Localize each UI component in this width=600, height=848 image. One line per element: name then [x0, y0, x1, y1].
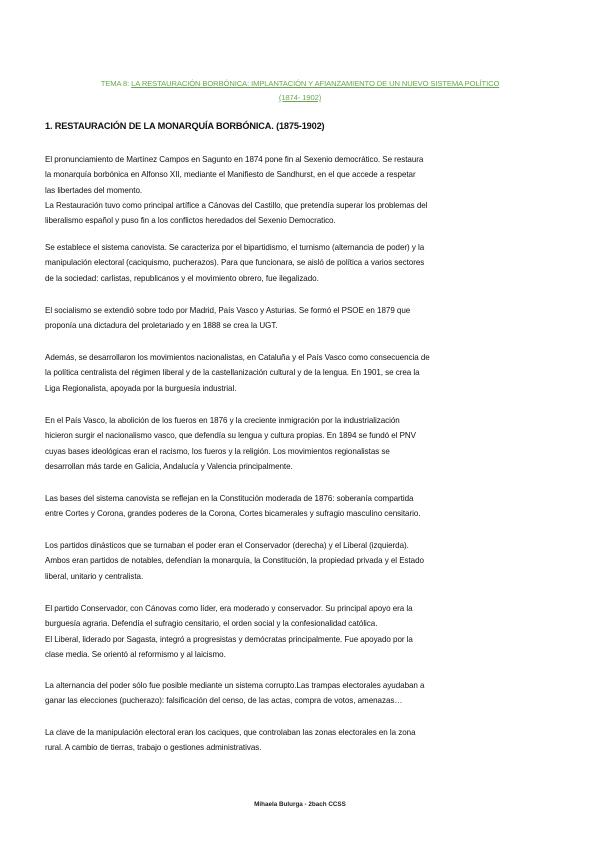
- title-prefix: TEMA 8:: [100, 79, 130, 88]
- paragraph-line: clase media. Se orientó al reformismo y al laicismo.: [45, 649, 226, 659]
- paragraph-line: El pronunciamiento de Martínez Campos en Sagunto en 1874 pone fin al Sexenio democrático. Se restaura: [45, 155, 424, 164]
- paragraph-line: En el País Vasco, la abolición de los fueros en 1876 y la creciente inmigración por la industrialización: [45, 416, 400, 425]
- paragraph-line: ganar las elecciones (pucherazo): falsificación del censo, de las actas, compra de votos, amenazas…: [45, 696, 403, 706]
- paragraph: [45, 413, 554, 474]
- paragraph-line: La Restauración tuvo como principal artífice a Cánovas del Castillo, que pretendía superar los problemas del: [45, 200, 428, 210]
- paragraph-line: Liga Regionalista, apoyada por la burguesía industrial.: [45, 383, 237, 393]
- paragraph-line: La alternancia del poder sólo fue posible mediante un sistema corrupto.Las trampas electorales ayudaban a: [45, 681, 425, 690]
- paragraph-line: la monarquía borbónica en Alfonso XII, mediante el Manifiesto de Sandhurst, en el que accede a respetar: [45, 170, 416, 180]
- paragraph: [45, 601, 554, 662]
- paragraph: [45, 350, 554, 396]
- paragraph-line: desarrollan más tarde en Galicia, Andalucía y Valencia principalmente.: [45, 461, 293, 471]
- title-link[interactable]: LA RESTAURACIÓN BORBÓNICA: IMPLANTACIÓN Y AFIANZAMIENTO DE UN NUEVO SISTEMA POLÍTICO: [131, 79, 500, 88]
- paragraph-line: hicieron surgir el nacionalismo vasco, que defendía su lengua y cultura propias. En 1894 se fundó el PNV: [45, 431, 416, 441]
- paragraph-line: Además, se desarrollaron los movimientos nacionalistas, en Cataluña y el País Vasco como consecuencia de: [45, 353, 430, 362]
- paragraph-line: burguesía agraria. Defendía el sufragio censitario, el orden social y la confesionalidad católica.: [45, 619, 378, 629]
- paragraph-line: Las bases del sistema canovista se reflejan en la Constitución moderada de 1876: soberanía compartida: [45, 494, 414, 503]
- paragraph: [45, 538, 554, 584]
- title-line-2: [40, 91, 560, 105]
- paragraph-line: El partido Conservador, con Cánovas como líder, era moderado y conservador. Su principal apoyo era la: [45, 604, 413, 613]
- paragraph-line: Ambos eran partidos de notables, defendían la monarquía, la Constitución, la propiedad privada y el Estado: [45, 556, 424, 566]
- paragraph-line: El Liberal, liderado por Sagasta, integró a progresistas y demócratas principalmente. Fue apoyado por la: [45, 634, 413, 644]
- paragraph-line: proponía una dictadura del proletariado y en 1888 se crea la UGT.: [45, 321, 278, 331]
- paragraph-line: liberal, unitario y centralista.: [45, 571, 144, 581]
- paragraph: [45, 303, 554, 334]
- paragraph: [45, 678, 554, 709]
- paragraph-line: las libertades del momento.: [45, 185, 143, 195]
- paragraph-line: El socialismo se extendió sobre todo por Madrid, País Vasco y Asturias. Se formó el PSOE en 1879 que: [45, 306, 411, 315]
- paragraph-line: cuyas bases ideológicas eran el racismo, los fueros y la religión. Los movimientos regionalistas se: [45, 446, 390, 456]
- paragraph-line: Se establece el sistema canovista. Se caracteriza por el bipartidismo, el turnismo (alternancia de poder) y la: [45, 243, 425, 252]
- paragraph-line: manipulación electoral (caciquismo, pucherazos). Para que funcionara, se aisló de política a varios sectores: [45, 258, 425, 268]
- section-heading: 1. RESTAURACIÓN DE LA MONARQUÍA BORBÓNICA. (1875-1902): [45, 121, 325, 131]
- title-link-dates[interactable]: (1874- 1902): [278, 93, 322, 102]
- paragraph: [45, 725, 554, 756]
- paragraph: [45, 491, 554, 522]
- paragraph-line: de la sociedad: carlistas, republicanos y el movimiento obrero, fue ilegalizado.: [45, 273, 319, 283]
- paragraph: [45, 240, 554, 286]
- paragraph-line: La clave de la manipulación electoral eran los caciques, que controlaban las zonas electorales en la zona: [45, 728, 416, 737]
- paragraph-line: Los partidos dinásticos que se turnaban el poder eran el Conservador (derecha) y el Liberal (izquierda).: [45, 541, 409, 550]
- paragraph-line: la política centralista del régimen liberal y de la castellanización cultural y de la lengua. En 1901, se crea la: [45, 368, 420, 378]
- paragraph-line: liberalismo español y puso fin a los conflictos heredados del Sexenio Democratico.: [45, 216, 336, 226]
- paragraph: [45, 152, 554, 228]
- document-title: [40, 77, 560, 105]
- title-line-1: [40, 77, 560, 91]
- page-footer: Mihaela Bulurga - 2bach CCSS: [254, 801, 346, 808]
- paragraph-line: entre Cortes y Corona, grandes poderes de la Corona, Cortes bicamerales y sufragio masculino censitario.: [45, 509, 421, 519]
- paragraph-line: rural. A cambio de tierras, trabajo o gestiones administrativas.: [45, 743, 262, 753]
